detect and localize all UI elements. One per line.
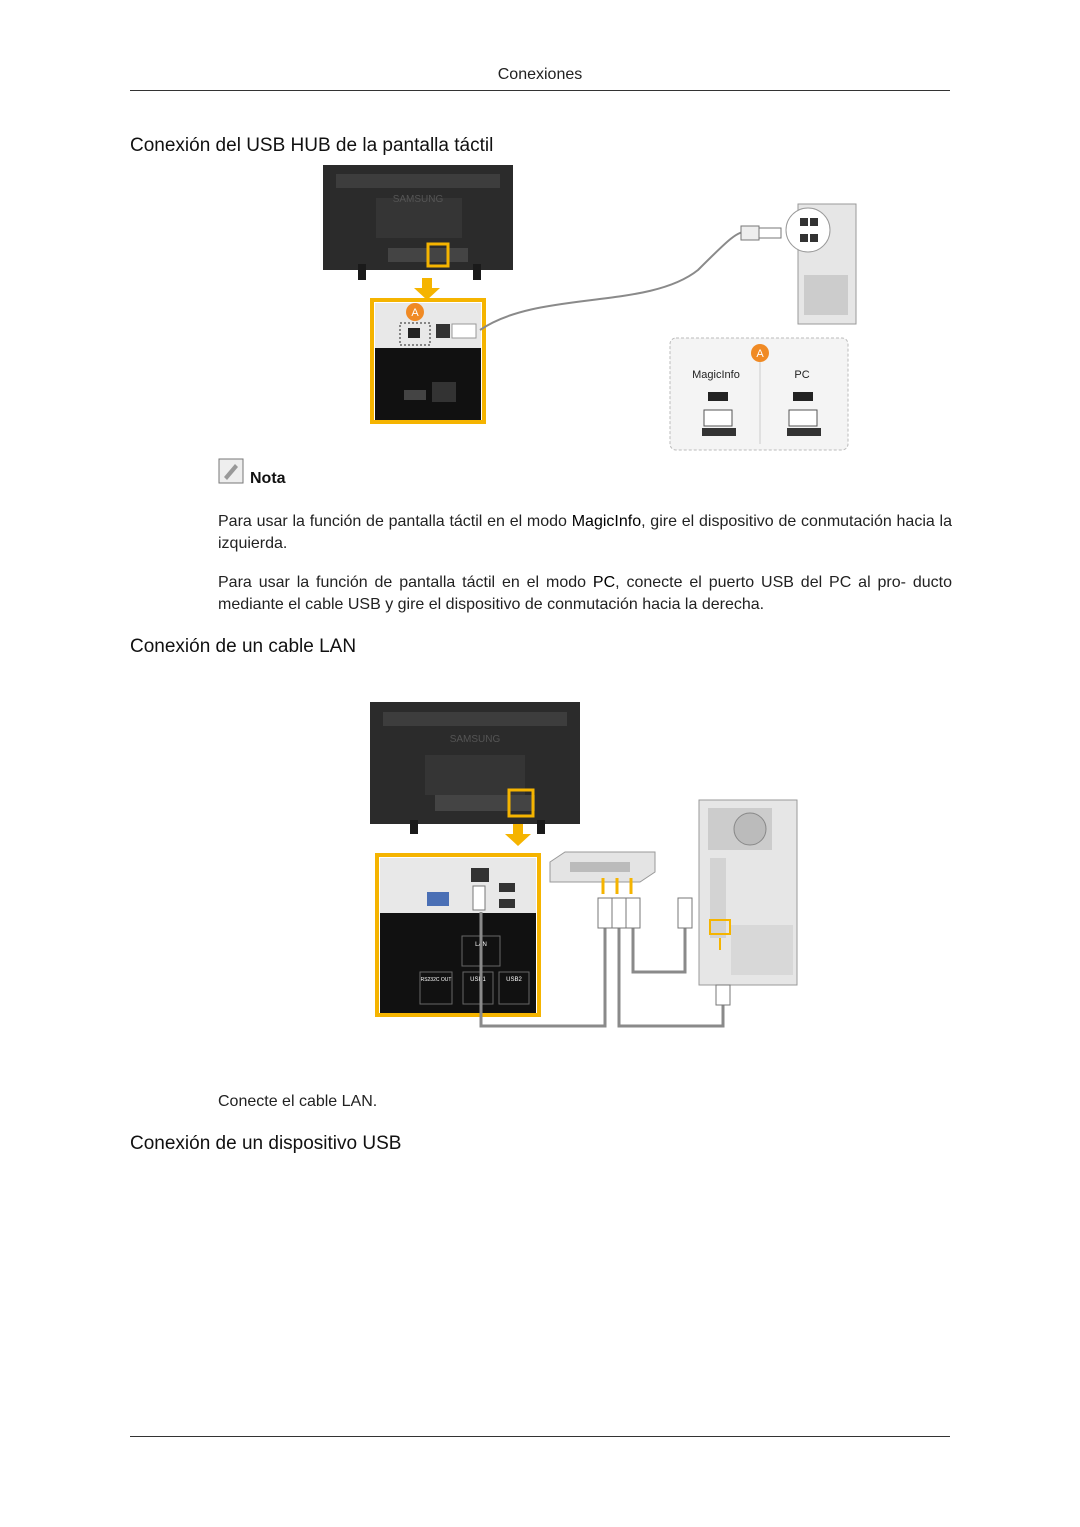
mode-magicinfo: MagicInfo	[571, 513, 642, 530]
usb1-port-label: USB1	[470, 977, 486, 983]
lan-diagram	[365, 700, 805, 1035]
usb-hub-diagram	[318, 160, 858, 455]
switch-callout-letter: A	[756, 348, 764, 360]
note-paragraph-1: Para usar la función de pantalla táctil en el modo MagicInfo, gire el dispositivo de conmutación hacia la izquierda.	[218, 513, 953, 552]
rs232-port-label: RS232C OUT	[420, 977, 452, 983]
note-label: Nota	[250, 470, 286, 487]
pc-tower-illustration	[786, 204, 856, 324]
note-icon	[218, 458, 244, 484]
down-arrow-icon	[505, 824, 531, 846]
note-paragraph-2: Para usar la función de pantalla táctil en el modo PC, conecte el puerto USB del PC al pro- ducto mediante el cable USB y gire el dispositivo de conmutación hacia la derecha.	[218, 574, 952, 613]
monitor-back-illustration	[323, 165, 513, 280]
monitor-back-illustration	[370, 702, 580, 834]
usb-plug-icon	[741, 226, 759, 240]
port-zoom-panel	[377, 855, 539, 1015]
footer-rule	[130, 1436, 950, 1437]
header-rule	[130, 90, 950, 91]
pc-tower-illustration	[699, 800, 797, 1005]
section-title-usb-hub: Conexión del USB HUB de la pantalla táctil	[130, 135, 494, 156]
usb2-port-label: USB2	[506, 977, 522, 983]
port-zoom-panel	[372, 300, 484, 422]
switch-panel	[670, 338, 848, 450]
section-title-lan: Conexión de un cable LAN	[130, 636, 357, 657]
down-arrow-icon	[414, 278, 440, 300]
vga-port-icon	[427, 892, 449, 906]
lan-caption: Conecte el cable LAN.	[218, 1093, 378, 1110]
brand-label: SAMSUNG	[392, 194, 444, 205]
lan-port-label: LAN	[475, 942, 487, 948]
mode-pc: PC	[592, 574, 616, 591]
running-header: Conexiones	[497, 66, 583, 83]
section-title-usb-device: Conexión de un dispositivo USB	[130, 1133, 402, 1154]
network-hub-illustration	[550, 852, 655, 894]
switch-left-label: MagicInfo	[692, 369, 740, 381]
brand-label: SAMSUNG	[449, 734, 501, 745]
usb-cable	[480, 232, 748, 330]
callout-letter: A	[411, 307, 419, 319]
switch-right-label: PC	[794, 369, 810, 381]
